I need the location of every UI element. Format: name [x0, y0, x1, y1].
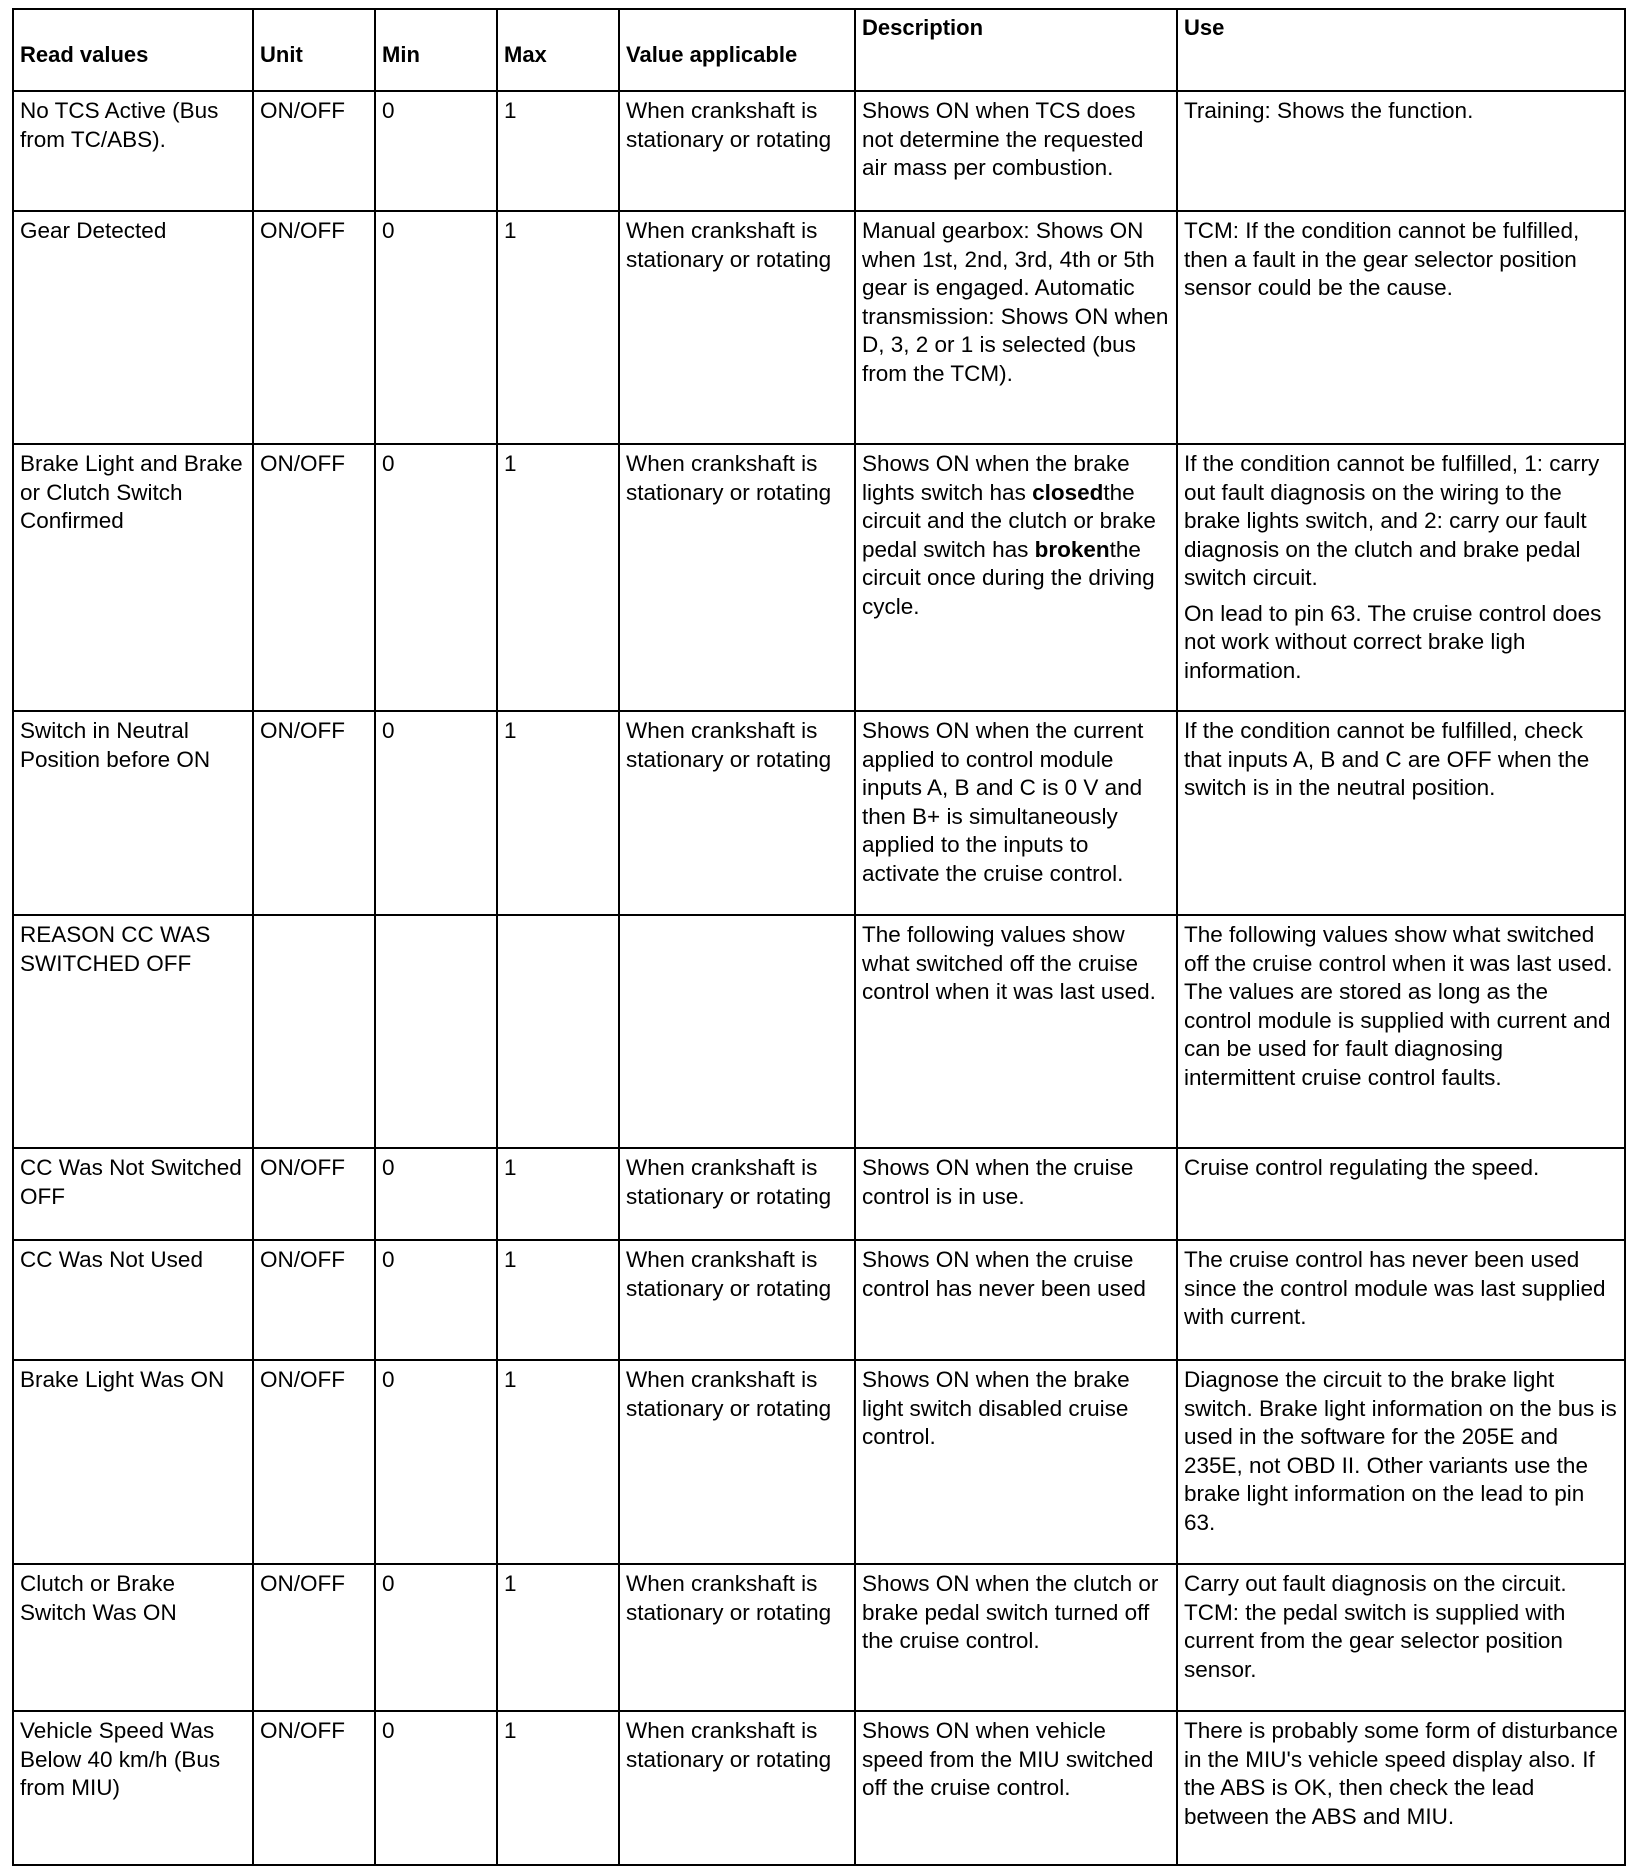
use-paragraph: On lead to pin 63. The cruise control does not work without correct brake ligh information.: [1184, 600, 1602, 683]
cell-description: Shows ON when the cruise control has never been used: [855, 1240, 1177, 1360]
header-min: Min: [375, 9, 497, 91]
cell-min: 0: [375, 711, 497, 915]
cell-unit: [253, 915, 375, 1148]
cell-value-applicable: When crankshaft is stationary or rotating: [619, 711, 855, 915]
cell-value-applicable: When crankshaft is stationary or rotating: [619, 1240, 855, 1360]
cell-unit: ON/OFF: [253, 444, 375, 711]
cell-read-value: No TCS Active (Bus from TC/ABS).: [13, 91, 253, 211]
cell-unit: ON/OFF: [253, 1711, 375, 1865]
cell-value-applicable: When crankshaft is stationary or rotating: [619, 211, 855, 444]
cell-max: 1: [497, 444, 619, 711]
cell-unit: ON/OFF: [253, 91, 375, 211]
cell-max: 1: [497, 1360, 619, 1564]
emphasis-closed: closed: [1032, 479, 1104, 505]
description-text: the circuit once during the driving cycle.: [862, 536, 1155, 619]
cell-min: 0: [375, 1360, 497, 1564]
cell-read-value: Switch in Neutral Position before ON: [13, 711, 253, 915]
table-header-row: [13, 9, 1625, 91]
cell-max: 1: [497, 1240, 619, 1360]
cell-value-applicable: When crankshaft is stationary or rotating: [619, 91, 855, 211]
cell-max: 1: [497, 1711, 619, 1865]
cell-description: Shows ON when the cruise control is in use.: [855, 1148, 1177, 1240]
cell-unit: ON/OFF: [253, 211, 375, 444]
cell-read-value: Brake Light Was ON: [13, 1360, 253, 1564]
read-values-table: [12, 8, 1626, 1866]
header-read-values: Read values: [13, 9, 253, 91]
cell-use: The cruise control has never been used since the control module was last supplied with current.: [1177, 1240, 1625, 1360]
cell-use: Training: Shows the function.: [1177, 91, 1625, 211]
cell-read-value: Vehicle Speed Was Below 40 km/h (Bus from MIU): [13, 1711, 253, 1865]
cell-use: The following values show what switched off the cruise control when it was last used. The values are stored as long as the control module is supplied with current and can be used for fault diagnosing intermittent cruise control faults.: [1177, 915, 1625, 1148]
cell-read-value: REASON CC WAS SWITCHED OFF: [13, 915, 253, 1148]
cell-max: 1: [497, 711, 619, 915]
header-use: Use: [1177, 9, 1625, 91]
cell-read-value: Gear Detected: [13, 211, 253, 444]
header-value-applicable: Value applicable: [619, 9, 855, 91]
cell-max: 1: [497, 1564, 619, 1711]
cell-min: 0: [375, 444, 497, 711]
table-row: [13, 91, 1625, 211]
cell-unit: ON/OFF: [253, 1564, 375, 1711]
cell-min: 0: [375, 91, 497, 211]
cell-unit: ON/OFF: [253, 711, 375, 915]
table-row: [13, 915, 1625, 1148]
table-row: [13, 1240, 1625, 1360]
cell-min: 0: [375, 211, 497, 444]
table-row: [13, 444, 1625, 711]
description-text: the circuit and the clutch or brake pedal switch has: [862, 479, 1156, 562]
cell-min: 0: [375, 1240, 497, 1360]
cell-max: 1: [497, 211, 619, 444]
table-row: [13, 1711, 1625, 1865]
cell-description: Shows ON when TCS does not determine the requested air mass per combustion.: [855, 91, 1177, 211]
cell-unit: ON/OFF: [253, 1148, 375, 1240]
cell-description: The following values show what switched off the cruise control when it was last used.: [855, 915, 1177, 1148]
cell-description: Shows ON when the clutch or brake pedal switch turned off the cruise control.: [855, 1564, 1177, 1711]
cell-max: 1: [497, 91, 619, 211]
cell-min: 0: [375, 1564, 497, 1711]
cell-min: 0: [375, 1711, 497, 1865]
cell-unit: ON/OFF: [253, 1360, 375, 1564]
use-paragraph: If the condition cannot be fulfilled, 1: carry out fault diagnosis on the wiring to the brake lights switch, and 2: carry our fault diagnosis on the clutch and brake pedal switch circuit.: [1184, 451, 1600, 590]
cell-max: 1: [497, 1148, 619, 1240]
emphasis-broken: broken: [1034, 536, 1110, 562]
cell-use: There is probably some form of disturbance in the MIU's vehicle speed display also. If the ABS is OK, then check the lead between the ABS and MIU.: [1177, 1711, 1625, 1865]
cell-description: Shows ON when the brake light switch disabled cruise control.: [855, 1360, 1177, 1564]
cell-value-applicable: When crankshaft is stationary or rotating: [619, 1148, 855, 1240]
table-row: [13, 1148, 1625, 1240]
cell-min: [375, 915, 497, 1148]
cell-use: TCM: If the condition cannot be fulfilled, then a fault in the gear selector position sensor could be the cause.: [1177, 211, 1625, 444]
cell-value-applicable: When crankshaft is stationary or rotating: [619, 1711, 855, 1865]
cell-read-value: Brake Light and Brake or Clutch Switch Confirmed: [13, 444, 253, 711]
table-row: [13, 211, 1625, 444]
header-unit: Unit: [253, 9, 375, 91]
description-text: Shows ON when the brake lights switch has: [862, 451, 1130, 505]
cell-description: Manual gearbox: Shows ON when 1st, 2nd, 3rd, 4th or 5th gear is engaged. Automatic transmission: Shows ON when D, 3, 2 or 1 is selected (bus from the TCM).: [855, 211, 1177, 444]
cell-description: Shows ON when vehicle speed from the MIU switched off the cruise control.: [855, 1711, 1177, 1865]
cell-description: Shows ON when the current applied to control module inputs A, B and C is 0 V and then B+ is simultaneously applied to the inputs to activate the cruise control.: [855, 711, 1177, 915]
cell-value-applicable: When crankshaft is stationary or rotating: [619, 1564, 855, 1711]
cell-min: 0: [375, 1148, 497, 1240]
cell-value-applicable: When crankshaft is stationary or rotating: [619, 444, 855, 711]
cell-use: Carry out fault diagnosis on the circuit. TCM: the pedal switch is supplied with current from the gear selector position sensor.: [1177, 1564, 1625, 1711]
cell-description: [855, 444, 1177, 711]
cell-value-applicable: [619, 915, 855, 1148]
cell-unit: ON/OFF: [253, 1240, 375, 1360]
cell-read-value: Clutch or Brake Switch Was ON: [13, 1564, 253, 1711]
cell-read-value: CC Was Not Used: [13, 1240, 253, 1360]
header-description: Description: [855, 9, 1177, 91]
cell-use: [1177, 444, 1625, 711]
cell-use: Cruise control regulating the speed.: [1177, 1148, 1625, 1240]
cell-read-value: CC Was Not Switched OFF: [13, 1148, 253, 1240]
table-row: [13, 711, 1625, 915]
header-max: Max: [497, 9, 619, 91]
table-row: [13, 1564, 1625, 1711]
cell-max: [497, 915, 619, 1148]
cell-use: If the condition cannot be fulfilled, check that inputs A, B and C are OFF when the switch is in the neutral position.: [1177, 711, 1625, 915]
table-row: [13, 1360, 1625, 1564]
cell-value-applicable: When crankshaft is stationary or rotating: [619, 1360, 855, 1564]
cell-use: Diagnose the circuit to the brake light switch. Brake light information on the bus is used in the software for the 205E and 235E, not OBD II. Other variants use the brake light information on the lead to pin 63.: [1177, 1360, 1625, 1564]
